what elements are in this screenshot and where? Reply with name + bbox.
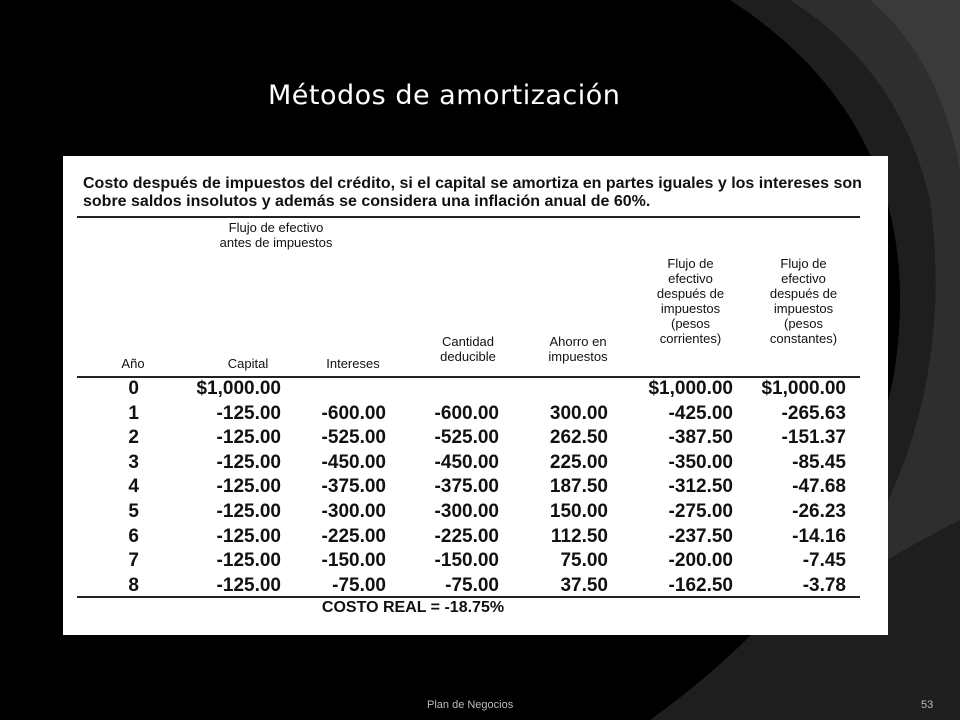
cell-ano: 3 xyxy=(128,451,139,473)
cell-constantes: -3.78 xyxy=(802,574,846,596)
header-top-rule xyxy=(77,216,860,218)
header-bottom-rule xyxy=(77,376,860,378)
cell-ano: 8 xyxy=(128,574,139,596)
cell-deducible: -525.00 xyxy=(434,427,499,449)
cell-capital: $1,000.00 xyxy=(196,378,281,399)
cell-intereses: -75.00 xyxy=(332,574,386,596)
cell-ahorro: 262.50 xyxy=(549,427,608,449)
cell-deducible: -150.00 xyxy=(434,550,499,572)
cell-corrientes: $1,000.00 xyxy=(648,378,733,399)
caption-line-1: Costo después de impuestos del crédito, si el capital se amortiza en partes iguales y los intereses son xyxy=(83,175,862,192)
cell-intereses: -225.00 xyxy=(321,525,386,547)
cell-ano: 1 xyxy=(128,402,139,424)
cell-capital: -125.00 xyxy=(216,550,281,572)
cell-ano: 2 xyxy=(128,427,139,449)
table-image-panel xyxy=(63,156,888,635)
cell-corrientes: -312.50 xyxy=(668,476,733,498)
total-cost: COSTO REAL = -18.75% xyxy=(321,599,505,616)
header-ahorro: Ahorro en impuestos xyxy=(548,334,608,364)
header-capital: Capital xyxy=(227,356,269,371)
header-constantes: Flujo de efectivo después de impuestos (pesos constantes) xyxy=(769,256,838,346)
cell-deducible: -225.00 xyxy=(434,525,499,547)
header-intereses: Intereses xyxy=(326,356,380,371)
cell-constantes: -151.37 xyxy=(781,427,846,449)
cell-deducible: -450.00 xyxy=(434,451,499,473)
cell-constantes: -7.45 xyxy=(802,550,846,572)
slide-title: Métodos de amortización xyxy=(268,80,621,111)
cell-capital: -125.00 xyxy=(216,525,281,547)
header-ano: Año xyxy=(121,356,145,371)
cell-capital: -125.00 xyxy=(216,402,281,424)
cell-corrientes: -387.50 xyxy=(668,427,733,449)
cell-ano: 4 xyxy=(128,476,139,498)
header-deducible: Cantidad deducible xyxy=(440,334,496,364)
cell-corrientes: -275.00 xyxy=(668,501,733,522)
cell-corrientes: -237.50 xyxy=(668,525,733,547)
cell-corrientes: -162.50 xyxy=(668,574,733,596)
cell-ano: 7 xyxy=(128,550,139,572)
cell-constantes: -47.68 xyxy=(792,476,846,498)
cell-intereses: -450.00 xyxy=(321,451,386,473)
caption-line-2: sobre saldos insolutos y además se considera una inflación anual de 60%. xyxy=(83,193,651,210)
cell-ahorro: 150.00 xyxy=(549,501,608,522)
cell-ahorro: 75.00 xyxy=(560,550,608,572)
cell-constantes: -85.45 xyxy=(792,451,846,473)
cell-constantes: -265.63 xyxy=(781,402,846,424)
cell-intereses: -525.00 xyxy=(321,427,386,449)
cell-ahorro: 300.00 xyxy=(549,402,608,424)
cell-corrientes: -200.00 xyxy=(668,550,733,572)
cell-capital: -125.00 xyxy=(216,501,281,522)
cell-deducible: -300.00 xyxy=(434,501,499,522)
table-caption xyxy=(83,175,863,211)
cell-ahorro: 225.00 xyxy=(549,451,608,473)
cell-ano: 5 xyxy=(128,501,139,522)
cell-deducible: -600.00 xyxy=(434,402,499,424)
cell-intereses: -375.00 xyxy=(321,476,386,498)
cell-ano: 0 xyxy=(128,378,139,399)
cell-intereses: -300.00 xyxy=(321,501,386,522)
cell-intereses: -150.00 xyxy=(321,550,386,572)
group-header: Flujo de efectivo antes de impuestos xyxy=(219,220,333,250)
cell-constantes: -14.16 xyxy=(792,525,846,547)
cell-capital: -125.00 xyxy=(216,427,281,449)
cell-capital: -125.00 xyxy=(216,574,281,596)
body-bottom-rule xyxy=(77,596,860,598)
cell-corrientes: -425.00 xyxy=(668,402,733,424)
cell-ahorro: 112.50 xyxy=(550,525,608,547)
cell-deducible: -375.00 xyxy=(434,476,499,498)
cell-ahorro: 37.50 xyxy=(560,574,608,596)
cell-constantes: -26.23 xyxy=(792,501,846,522)
cell-capital: -125.00 xyxy=(216,476,281,498)
footer-text: Plan de Negocios xyxy=(427,699,514,711)
cell-constantes: $1,000.00 xyxy=(761,378,846,399)
cell-intereses: -600.00 xyxy=(321,402,386,424)
cell-corrientes: -350.00 xyxy=(668,451,733,473)
cell-ano: 6 xyxy=(128,525,139,547)
header-corrientes: Flujo de efectivo después de impuestos (pesos corrientes) xyxy=(656,256,725,346)
cell-capital: -125.00 xyxy=(216,451,281,473)
cell-ahorro: 187.50 xyxy=(549,476,608,498)
page-number: 53 xyxy=(921,699,934,711)
cell-deducible: -75.00 xyxy=(445,574,499,596)
